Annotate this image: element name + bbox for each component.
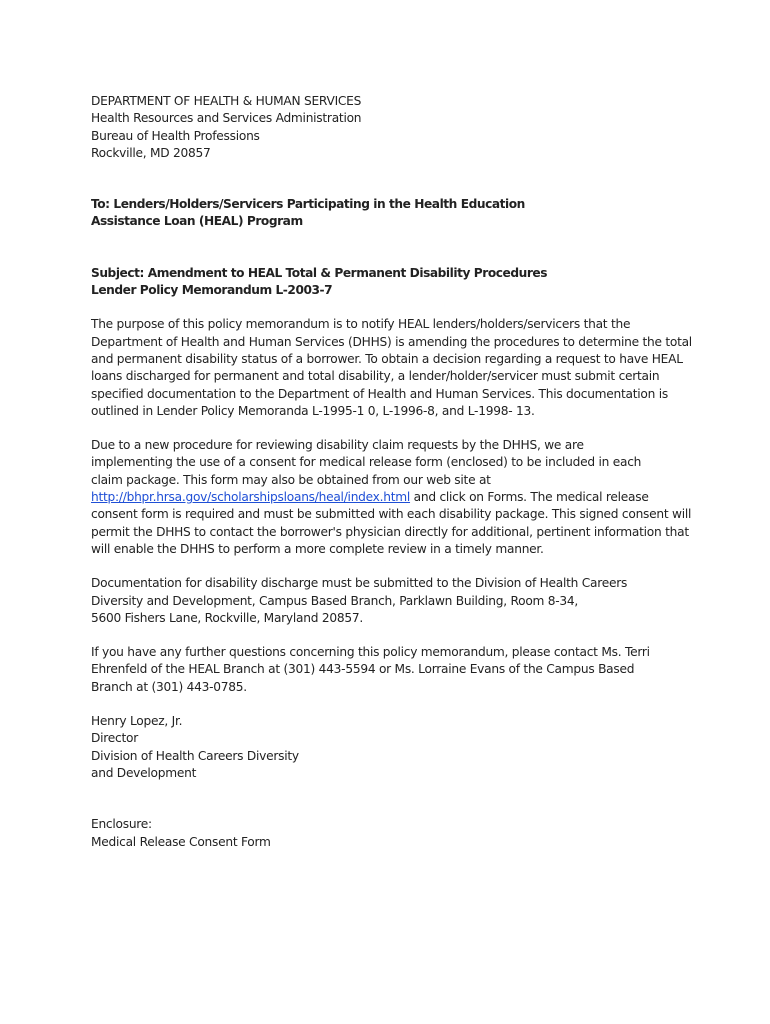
recipient-block (91, 196, 691, 231)
agency-name: Health Resources and Services Administration (91, 111, 362, 126)
paragraph-procedure (91, 437, 691, 558)
department-name: DEPARTMENT OF HEALTH & HUMAN SERVICES (91, 94, 362, 108)
enclosure-item: Medical Release Consent Form (91, 834, 271, 849)
paragraph-line: The purpose of this policy memorandum is to notify HEAL lenders/holders/servicers that the (91, 317, 631, 332)
heal-website-link[interactable]: http://bhpr.hrsa.gov/scholarshipsloans/heal/index.html (91, 490, 411, 505)
paragraph-line: specified documentation to the Department of Health and Human Services. This documentation is (91, 386, 668, 401)
paragraph-line: loans discharged for permanent and total disability, a lender/holder/servicer must submit certain (91, 369, 660, 384)
paragraph-contacts (91, 644, 691, 696)
paragraph-line: permit the DHHS to contact the borrower's physician directly for additional, pertinent information that (91, 524, 689, 539)
bureau-name: Bureau of Health Professions (91, 128, 260, 143)
recipient-line: To: Lenders/Holders/Servicers Participating in the Health Education (91, 197, 525, 212)
paragraph-line: Due to a new procedure for reviewing disability claim requests by the DHHS, we are (91, 438, 584, 453)
paragraph-line (91, 489, 691, 506)
memo-body (91, 93, 691, 851)
enclosure-label: Enclosure: (91, 817, 152, 832)
memo-number: Lender Policy Memorandum L-2003-7 (91, 283, 333, 298)
link-trailing-text: and click on Forms. The medical release (410, 490, 649, 505)
paragraph-line: implementing the use of a consent for medical release form (enclosed) to be included in each (91, 455, 642, 470)
paragraph-line: and permanent disability status of a borrower. To obtain a decision regarding a request to have HEAL (91, 351, 683, 366)
signer-name: Henry Lopez, Jr. (91, 714, 183, 729)
signer-division: Division of Health Careers Diversity (91, 748, 299, 763)
letterhead (91, 93, 691, 162)
enclosure-block (91, 816, 691, 851)
signer-title: Director (91, 731, 138, 746)
subject-block (91, 265, 691, 300)
paragraph-line: If you have any further questions concerning this policy memorandum, please contact Ms. Terri (91, 645, 650, 660)
paragraph-purpose (91, 316, 691, 420)
paragraph-line: Department of Health and Human Services (DHHS) is amending the procedures to determine the total (91, 334, 692, 349)
paragraph-submission-address (91, 575, 691, 627)
subject-line: Subject: Amendment to HEAL Total & Permanent Disability Procedures (91, 265, 548, 280)
signer-division: and Development (91, 765, 197, 780)
paragraph-line: Diversity and Development, Campus Based Branch, Parklawn Building, Room 8-34, (91, 593, 579, 608)
paragraph-line: claim package. This form may also be obtained from our web site at (91, 472, 491, 487)
paragraph-line: Ehrenfeld of the HEAL Branch at (301) 443-5594 or Ms. Lorraine Evans of the Campus Based (91, 662, 635, 677)
paragraph-line: outlined in Lender Policy Memoranda L-1995-1 0, L-1996-8, and L-1998- 13. (91, 403, 535, 418)
city-address: Rockville, MD 20857 (91, 145, 211, 160)
paragraph-line: Documentation for disability discharge must be submitted to the Division of Health Careers (91, 576, 628, 591)
paragraph-line: will enable the DHHS to perform a more complete review in a timely manner. (91, 541, 544, 556)
signature-block (91, 713, 691, 782)
paragraph-line: 5600 Fishers Lane, Rockville, Maryland 20857. (91, 610, 363, 625)
paragraph-line: Branch at (301) 443-0785. (91, 679, 247, 694)
paragraph-line: consent form is required and must be submitted with each disability package. This signed consent will (91, 507, 692, 522)
recipient-line: Assistance Loan (HEAL) Program (91, 214, 303, 229)
